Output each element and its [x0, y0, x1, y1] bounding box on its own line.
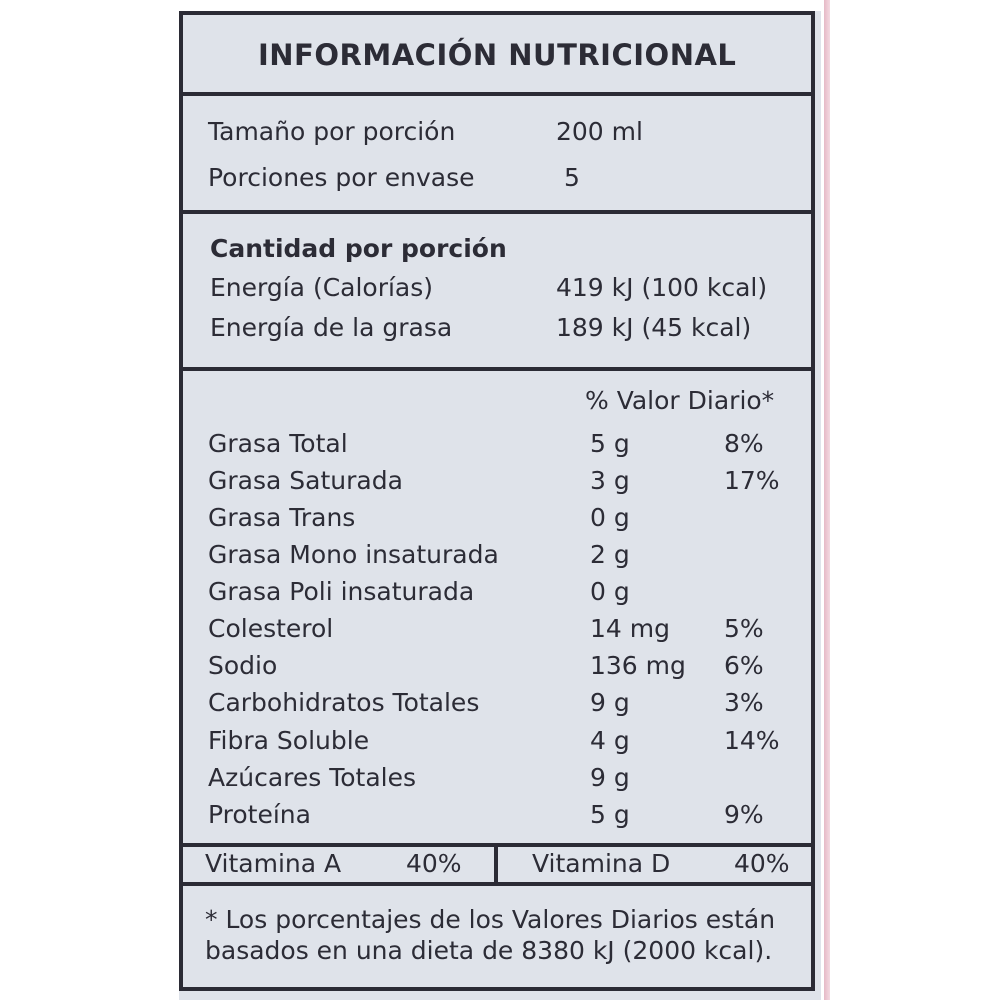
nutrient-name: Grasa Total: [208, 429, 348, 458]
vitamin-d-label: Vitamina D: [532, 849, 671, 878]
divider-serving: [179, 210, 815, 214]
nutrient-amount: 2 g: [590, 540, 630, 569]
nutrient-amount: 4 g: [590, 726, 630, 755]
serving-size-value: 200 ml: [556, 117, 643, 146]
nutrient-amount: 0 g: [590, 577, 630, 606]
nutrient-daily-value: 3%: [724, 688, 764, 717]
nutrient-name: Sodio: [208, 651, 278, 680]
nutrient-amount: 5 g: [590, 429, 630, 458]
nutrient-daily-value: 9%: [724, 800, 764, 829]
vitamin-a-value: 40%: [406, 849, 462, 878]
nutrient-amount: 3 g: [590, 466, 630, 495]
nutrient-name: Fibra Soluble: [208, 726, 370, 755]
footnote-line: * Los porcentajes de los Valores Diarios están: [205, 905, 776, 934]
nutrient-amount: 5 g: [590, 800, 630, 829]
vitamin-d-value: 40%: [734, 849, 790, 878]
nutrient-amount: 14 mg: [590, 614, 670, 643]
nutrient-daily-value: 8%: [724, 429, 764, 458]
energy-value: 419 kJ (100 kcal): [556, 273, 768, 302]
background-left: [0, 0, 176, 1000]
nutrient-daily-value: 5%: [724, 614, 764, 643]
divider-amount: [179, 367, 815, 371]
nutrient-name: Grasa Trans: [208, 503, 356, 532]
nutrient-amount: 0 g: [590, 503, 630, 532]
nutrient-daily-value: 14%: [724, 726, 780, 755]
fat-energy-label: Energía de la grasa: [210, 313, 453, 342]
fat-energy-value: 189 kJ (45 kcal): [556, 313, 752, 342]
nutrient-name: Carbohidratos Totales: [208, 688, 480, 717]
nutrient-name: Grasa Poli insaturada: [208, 577, 475, 606]
nutrient-name: Colesterol: [208, 614, 334, 643]
divider-vitamin-split: [494, 845, 498, 884]
nutrient-name: Grasa Saturada: [208, 466, 403, 495]
vitamin-a-label: Vitamina A: [205, 849, 342, 878]
nutrient-name: Azúcares Totales: [208, 763, 417, 792]
background-right: [826, 0, 1000, 1000]
nutrient-amount: 136 mg: [590, 651, 686, 680]
nutrient-name: Grasa Mono insaturada: [208, 540, 499, 569]
nutrient-amount: 9 g: [590, 763, 630, 792]
background-edge: [824, 0, 830, 1000]
label-title: INFORMACIÓN NUTRICIONAL: [258, 38, 737, 72]
nutrient-name: Proteína: [208, 800, 311, 829]
nutrient-daily-value: 6%: [724, 651, 764, 680]
servings-per-container-label: Porciones por envase: [208, 163, 475, 192]
energy-label: Energía (Calorías): [210, 273, 434, 302]
servings-per-container-value: 5: [564, 163, 580, 192]
nutrient-daily-value: 17%: [724, 466, 780, 495]
amount-per-serving-heading: Cantidad por porción: [210, 234, 507, 263]
divider-title: [179, 92, 815, 96]
serving-size-label: Tamaño por porción: [208, 117, 456, 146]
nutrient-amount: 9 g: [590, 688, 630, 717]
daily-value-header: % Valor Diario*: [585, 386, 775, 415]
footnote-line: basados en una dieta de 8380 kJ (2000 kcal).: [205, 936, 773, 965]
